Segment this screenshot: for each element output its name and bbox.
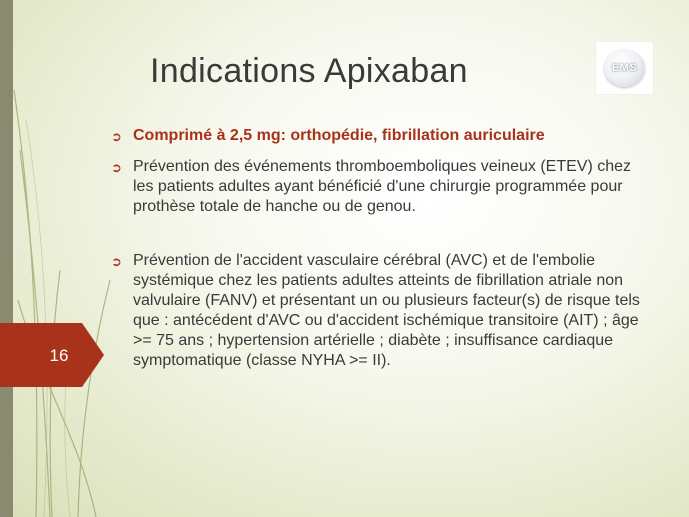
bullet-text: Prévention de l'accident vasculaire cérébral (AVC) et de l'embolie systémique chez les patients adultes atteints de fibrillation atriale non valvulaire (FANV) et présentant un ou plusieurs facteur(s) de risque tels que : antécédent d'AVC ou d'accident ischémique transitoire (AIT) ; âge >= 75 ans ; hypertension artérielle ; diabète ; insuffisance cardiaque symptomatique (classe NYHA >= II).: [133, 252, 640, 369]
pill-icon: [604, 49, 645, 87]
bullet-text: Comprimé à 2,5 mg: orthopédie, fibrillation auriculaire: [133, 127, 545, 144]
arrow-bullet-icon: ➲: [111, 160, 122, 175]
page-number: 16: [49, 346, 69, 365]
bullet-list: [111, 126, 651, 371]
pill-logo-image: [596, 42, 653, 94]
bullet-item: [111, 126, 651, 146]
bullet-item: [111, 157, 651, 217]
arrow-bullet-icon: ➲: [111, 254, 122, 269]
pill-logo-text: EMS: [611, 62, 638, 74]
bullet-text: Prévention des événements thromboemboliques veineux (ETEV) chez les patients adultes ayant bénéficié d'une chirurgie programmée pour prothèse totale de hanche ou de genou.: [133, 158, 632, 215]
slide-title: Indications Apixaban: [150, 52, 468, 90]
bullet-item: [111, 251, 651, 371]
arrow-bullet-icon: ➲: [111, 129, 122, 144]
